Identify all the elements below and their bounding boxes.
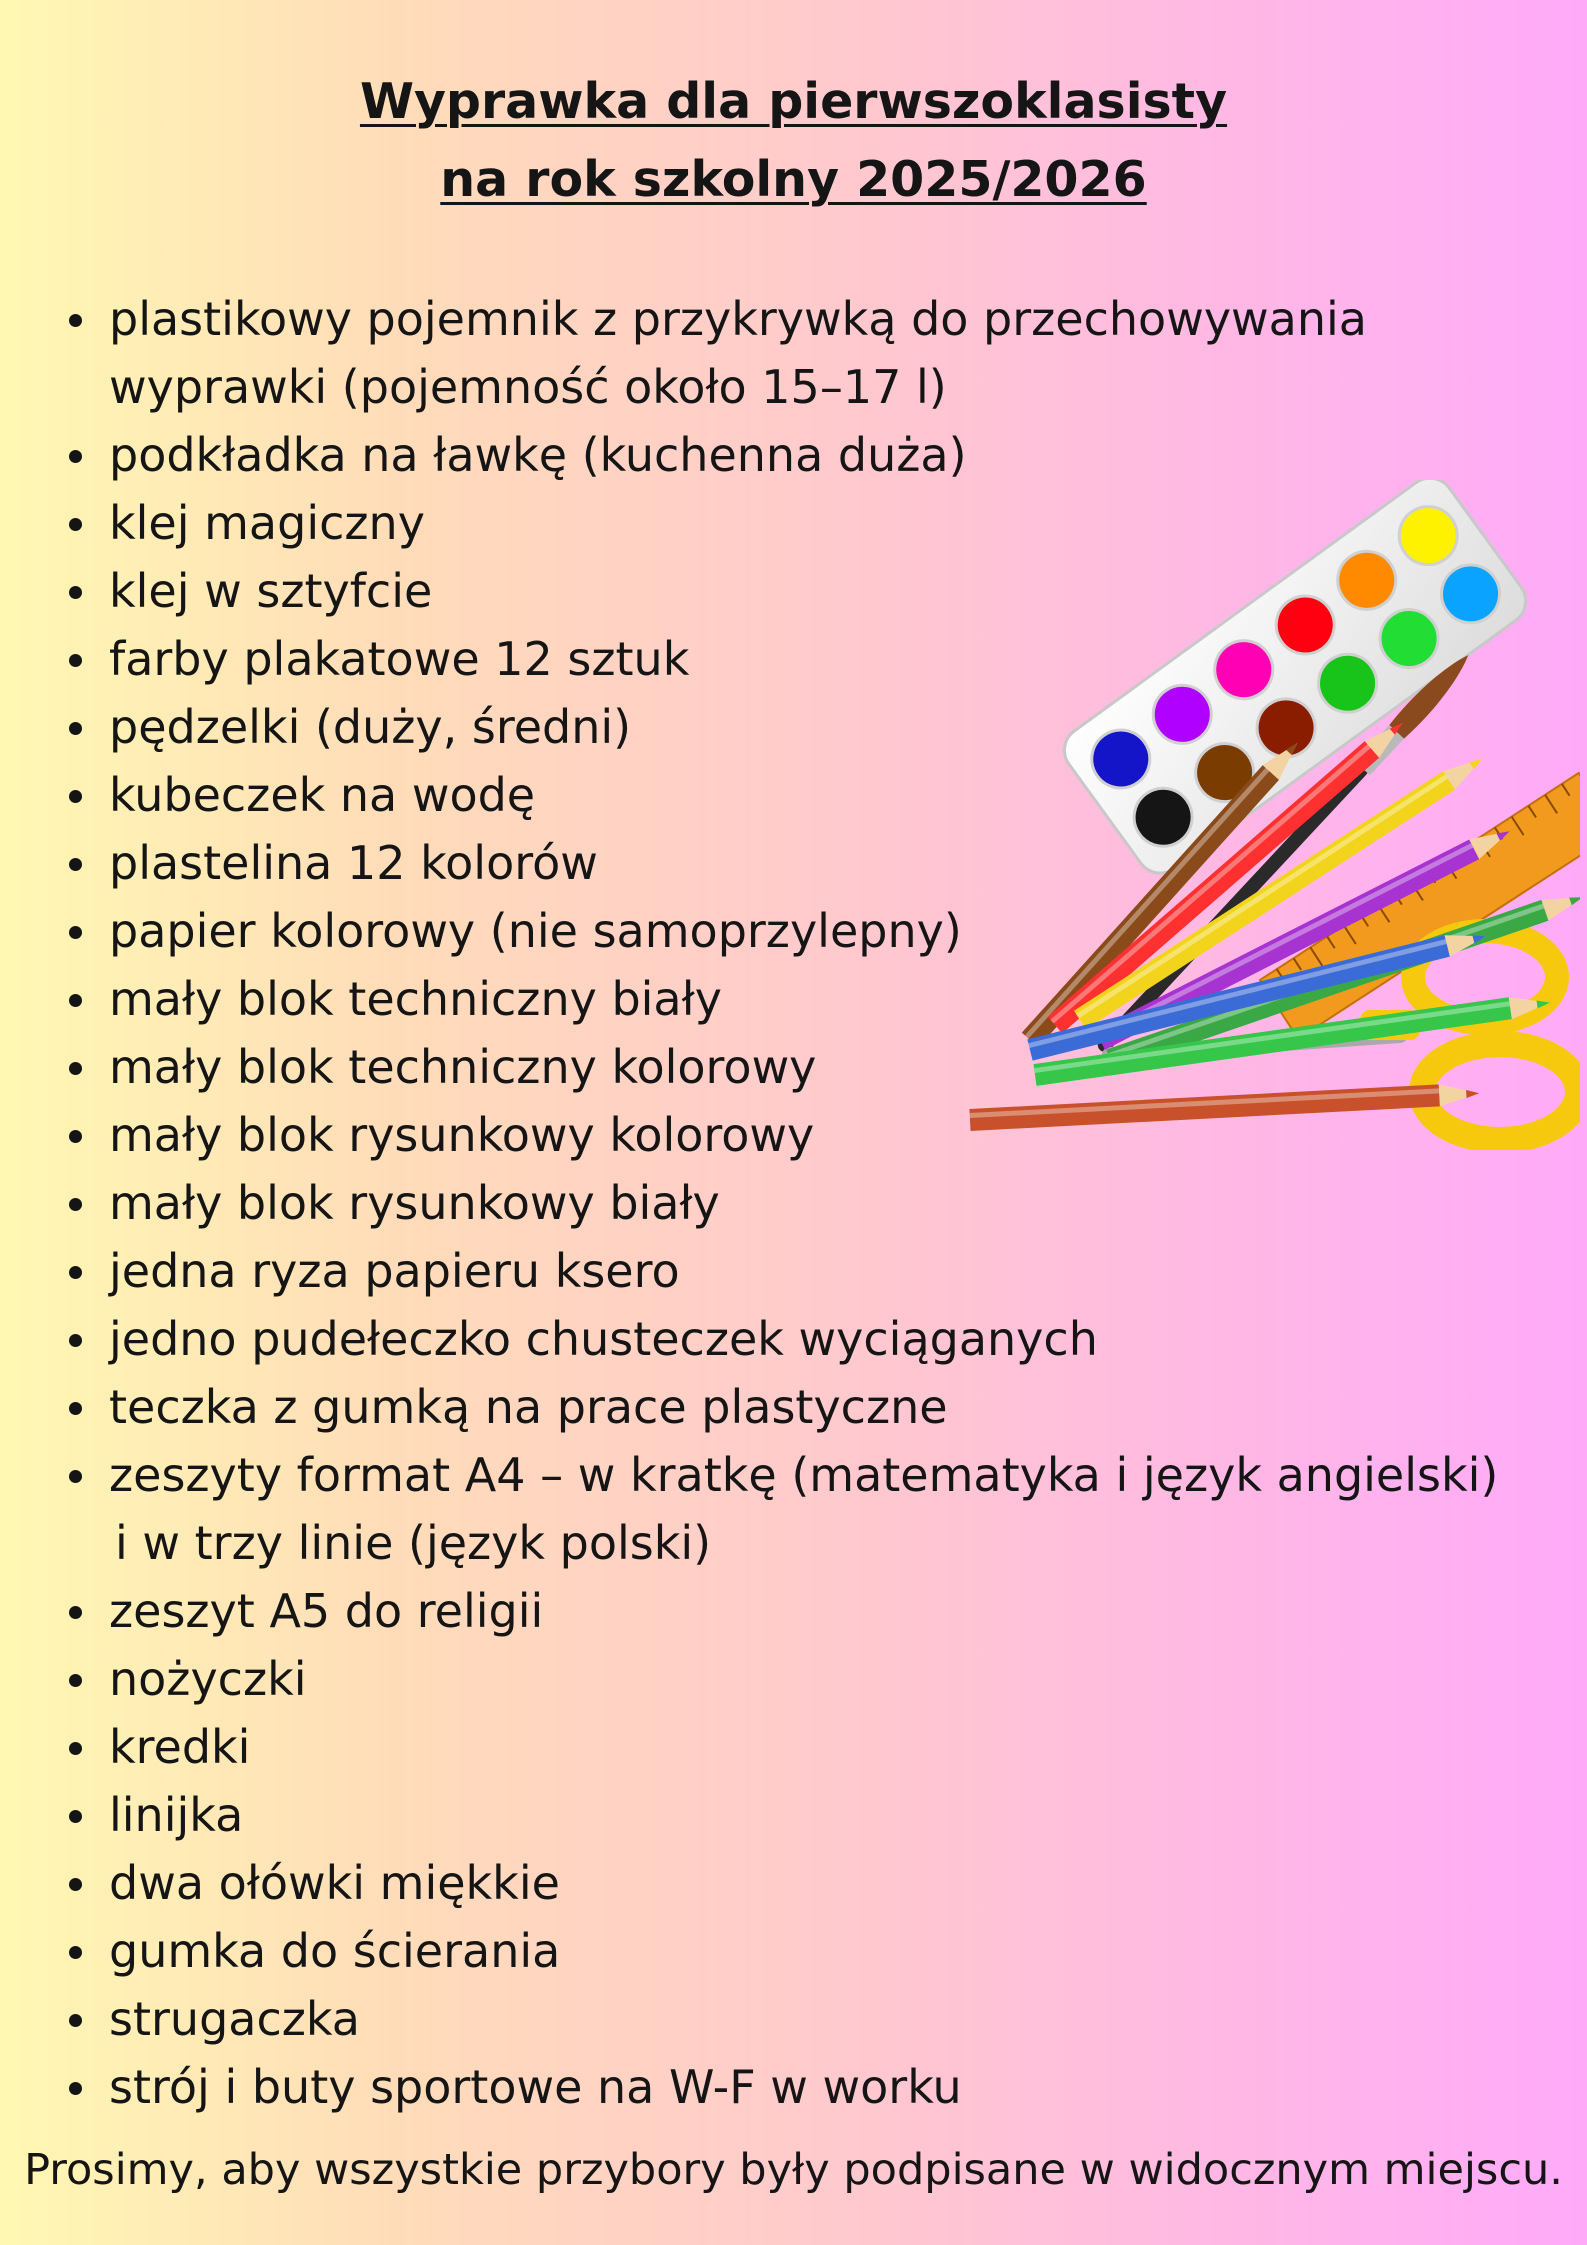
list-item	[60, 285, 1520, 421]
list-item	[60, 1781, 1520, 1849]
list-item	[60, 1645, 1520, 1713]
list-item	[60, 1917, 1520, 1985]
list-item-text: papier kolorowy (nie samoprzylepny)	[109, 904, 962, 958]
list-item	[60, 1237, 1520, 1305]
list-item-text: kredki	[109, 1720, 251, 1774]
list-item-text: teczka z gumką na prace plastyczne	[109, 1380, 948, 1434]
title-line-2: na rok szkolny 2025/2026	[440, 151, 1147, 208]
list-item-text: linijka	[109, 1788, 244, 1842]
list-item	[60, 1577, 1520, 1645]
page-title	[0, 63, 1587, 219]
pencils	[969, 715, 1580, 1131]
list-item-text: plastikowy pojemnik z przykrywką do przechowywania	[109, 292, 1367, 346]
list-item-text: pędzelki (duży, średni)	[109, 700, 632, 754]
list-item-text: farby plakatowe 12 sztuk	[109, 632, 690, 686]
list-item-text: nożyczki	[109, 1652, 307, 1706]
list-item	[60, 1713, 1520, 1781]
list-item	[60, 1169, 1520, 1237]
list-item-text: zeszyty format A4 – w kratkę (matematyka i język angielski)	[109, 1448, 1499, 1502]
list-item-text: jedna ryza papieru ksero	[109, 1244, 680, 1298]
list-item-text: gumka do ścierania	[109, 1924, 561, 1978]
list-item-text: mały blok rysunkowy biały	[109, 1176, 720, 1230]
list-item-text-continued: i w trzy linie (język polski)	[115, 1516, 712, 1570]
list-item-text: mały blok techniczny kolorowy	[109, 1040, 817, 1094]
list-item-text: dwa ołówki miękkie	[109, 1856, 560, 1910]
list-item-text: klej w sztyfcie	[109, 564, 433, 618]
list-item-text: klej magiczny	[109, 496, 425, 550]
list-item-text-continued: wyprawki (pojemność około 15–17 l)	[109, 360, 947, 414]
list-item-text: mały blok techniczny biały	[109, 972, 722, 1026]
list-item	[60, 1373, 1520, 1441]
list-item	[60, 2053, 1520, 2121]
list-item-text: zeszyt A5 do religii	[109, 1584, 544, 1638]
school-supplies-icon	[960, 480, 1580, 1150]
list-item	[60, 1305, 1520, 1373]
footer-note: Prosimy, aby wszystkie przybory były podpisane w widocznym miejscu.	[24, 2145, 1563, 2195]
list-item	[60, 1441, 1520, 1577]
list-item-text: jedno pudełeczko chusteczek wyciąganych	[109, 1312, 1098, 1366]
list-item	[60, 1849, 1520, 1917]
list-item	[60, 1985, 1520, 2053]
list-item-text: mały blok rysunkowy kolorowy	[109, 1108, 815, 1162]
list-item-text: kubeczek na wodę	[109, 768, 536, 822]
title-line-1: Wyprawka dla pierwszoklasisty	[359, 73, 1228, 130]
list-item-text: strój i buty sportowe na W-F w worku	[109, 2060, 962, 2114]
pencil	[969, 1082, 1479, 1131]
list-item	[60, 421, 1520, 489]
list-item-text: strugaczka	[109, 1992, 360, 2046]
list-item-text: plastelina 12 kolorów	[109, 836, 598, 890]
list-item-text: podkładka na ławkę (kuchenna duża)	[109, 428, 967, 482]
